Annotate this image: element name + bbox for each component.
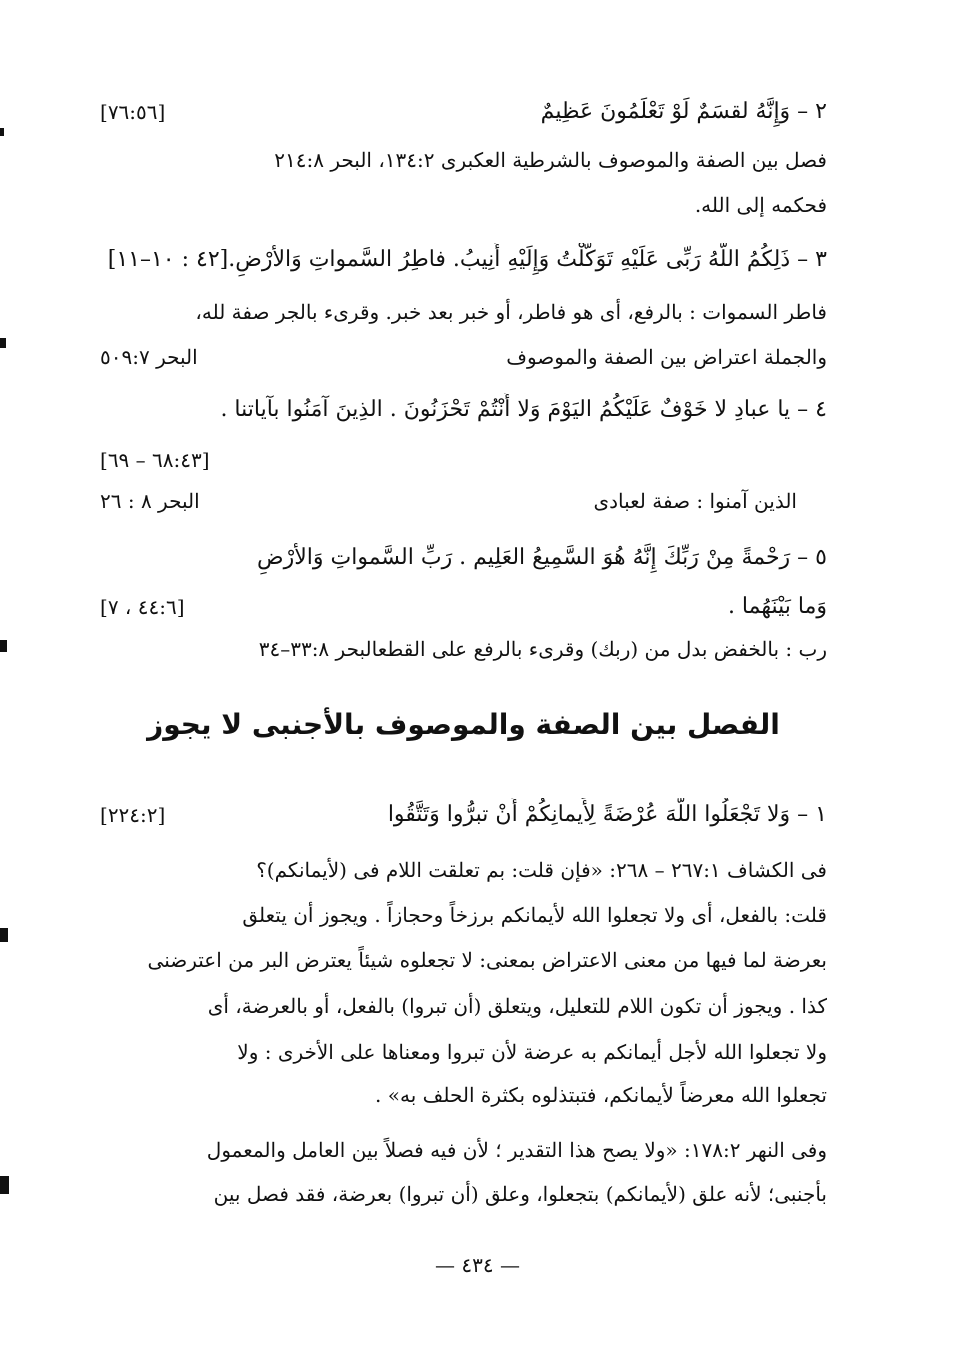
verse-line	[100, 95, 827, 129]
margin-mark	[0, 928, 8, 942]
verse-text: وَما بَيْنَهُما .	[727, 594, 827, 619]
paragraph-line: بأجنبى؛ لأنه علق (لأيمانكم) بتجعلوا، وعلق (أن تبروا) بعرضة، فقد فصل بين	[213, 1182, 827, 1206]
reference-line	[100, 443, 827, 477]
source-reference: البحر ٥٠٩:٧	[100, 345, 198, 369]
verse-line: ٤ – يا عبادِ لا خَوْفٌ عَلَيْكُمُ اليَوْمَ وَلا أَنْتُمْ تَحْزَنُونَ . الذِينَ آمَنُوا بآياتنا .	[220, 397, 827, 422]
verse-text: ٢ – وَإِنَّهُ لقسَمٌ لَوْ تَعْلَمُونَ عَظِيمٌ	[540, 99, 827, 124]
verse-line	[100, 798, 827, 832]
comment-line	[100, 340, 827, 374]
verse-reference: [٢٢٤:٢]	[100, 803, 166, 827]
verse-line	[100, 590, 827, 624]
comment-line: فصل بين الصفة والموصوف بالشرطية العكبرى ١٣٤:٢، البحر ٢١٤:٨	[274, 148, 827, 172]
verse-reference: [٤٤:٦ ، ٧]	[100, 595, 185, 619]
page-number: — ٤٣٤ —	[435, 1253, 520, 1277]
comment-line: فاطر السموات : بالرفع، أى هو فاطر، أو خبر بعد خبر. وقرىء بالجر صفة لله،	[195, 300, 827, 324]
source-reference: البحر ٨ : ٢٦	[100, 489, 200, 513]
verse-reference: [٧٦:٥٦]	[100, 100, 166, 124]
paragraph-line: ولا تجعلوا الله لأجل أيمانكم به عرضة لأن تبروا ومعناها على الأخرى : ولا	[237, 1040, 827, 1064]
comment-text: والجملة اعتراض بين الصفة والموصوف	[506, 345, 827, 369]
paragraph-line: فى الكشاف ٢٦٧:١ – ٢٦٨: «فإن قلت: بم تعلقت اللام فى (لأيمانكم)؟	[256, 858, 827, 882]
comment-line	[100, 484, 827, 518]
paragraph-line: وفى النهر ١٧٨:٢: «ولا يصح هذا التقدير ؛ لأن فيه فصلاً بين العامل والمعمول	[206, 1138, 827, 1162]
paragraph-line: قلت: بالفعل، أى ولا تجعلوا الله لأيمانكم برزخاً وحجازاً . ويجوز أن يتعلق	[242, 903, 827, 927]
margin-mark	[0, 1176, 9, 1194]
paragraph-line: بعرضة لما فيها من معنى الاعتراض بمعنى: لا تجعلوه شيئاً يعترض البر من اعترضنى	[147, 948, 827, 972]
margin-mark	[0, 640, 7, 652]
comment-line: رب : بالخفض بدل من (ربك) وقرىء بالرفع على القطعالبحر ٣٣:٨–٣٤	[258, 637, 827, 661]
verse-text: ١ – وَلا تَجْعَلُوا اللّهَ عُرْضَةً لِأَيمانِكُمْ أَنْ تبرُّوا وَتَتَّقُوا	[387, 802, 827, 827]
verse-line: ٥ – رَحْمةً مِنْ رَبِّكَ إِنَّهُ هُوَ السَّمِيعُ العَلِيم . رَبِّ السَّمواتِ وَالأرْضِ	[257, 545, 827, 570]
verse-line: ٣ – ذَلِكُمُ اللّهُ رَبِّى عَلَيْهِ تَوَكَّلْتُ وَإِلَيْهِ أُنِيبُ. فاطِرُ السَّمواتِ وَالأرْضِ.[٤٢ : ١٠–١١]	[107, 247, 827, 272]
margin-mark	[0, 128, 4, 136]
verse-reference: [٦٨:٤٣ – ٦٩]	[100, 448, 210, 472]
comment-text: الذين آمنوا : صفة لعبادى	[593, 489, 797, 513]
comment-line: فحكمه إلى الله.	[694, 193, 827, 217]
section-heading: الفصل بين الصفة والموصوف بالأجنبى لا يجوز	[147, 708, 780, 741]
paragraph-line: تجعلوا الله معرضاً لأيمانكم، فتبتذلوه بكثرة الحلف به» .	[375, 1083, 827, 1107]
paragraph-line: كذا . ويجوز أن تكون اللام للتعليل، ويتعلق (أن تبروا) بالفعل، أو بالعرضة، أى	[207, 994, 827, 1018]
margin-mark	[0, 338, 6, 348]
